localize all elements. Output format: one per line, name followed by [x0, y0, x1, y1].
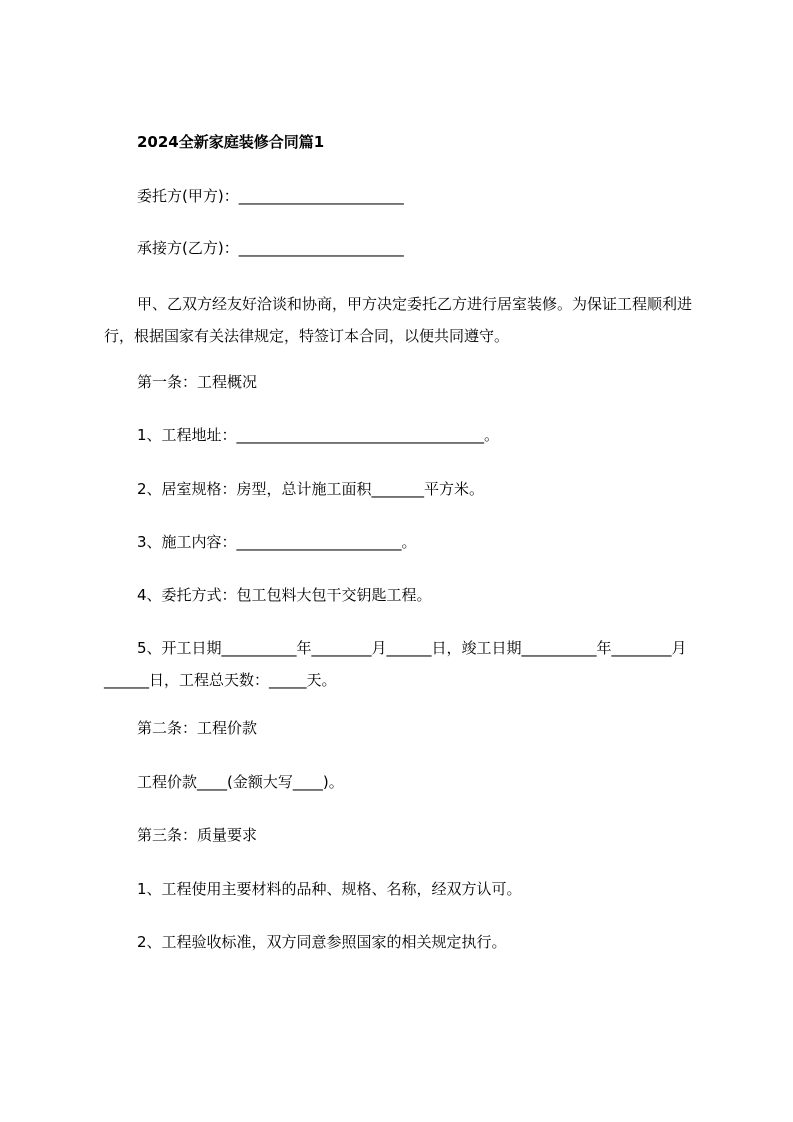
item-construction-content: 3、施工内容：______________________。: [137, 533, 417, 551]
item-project-address: 1、工程地址：_________________________________。: [137, 426, 500, 444]
article-3-heading: 第三条：质量要求: [137, 826, 258, 844]
article-1-heading: 第一条：工程概况: [137, 373, 258, 391]
item-materials: 1、工程使用主要材料的品种、规格、名称，经双方认可。: [137, 880, 522, 898]
item-room-spec: 2、居室规格：房型，总计施工面积_______平方米。: [137, 480, 485, 498]
article-2-heading: 第二条：工程价款: [137, 719, 258, 737]
document-title: 2024全新家庭装修合同篇1: [137, 133, 325, 151]
intro-paragraph: 甲、乙双方经友好洽谈和协商，甲方决定委托乙方进行居室装修。为保证工程顺利进行，根据国家有关法律规定，特签订本合同，以便共同遵守。: [104, 295, 693, 345]
price-line: 工程价款____(金额大写____)。: [137, 773, 344, 791]
item-acceptance-standard: 2、工程验收标准，双方同意参照国家的相关规定执行。: [137, 933, 507, 951]
client-line: 委托方(甲方)：______________________: [137, 187, 404, 205]
item-commission-method: 4、委托方式：包工包料大包干交钥匙工程。: [137, 586, 432, 604]
contractor-line: 承接方(乙方)：______________________: [137, 239, 404, 257]
item-schedule: 5、开工日期__________年________月______日，竣工日期__________年________月______日，工程总天数：_____天。: [104, 639, 687, 689]
